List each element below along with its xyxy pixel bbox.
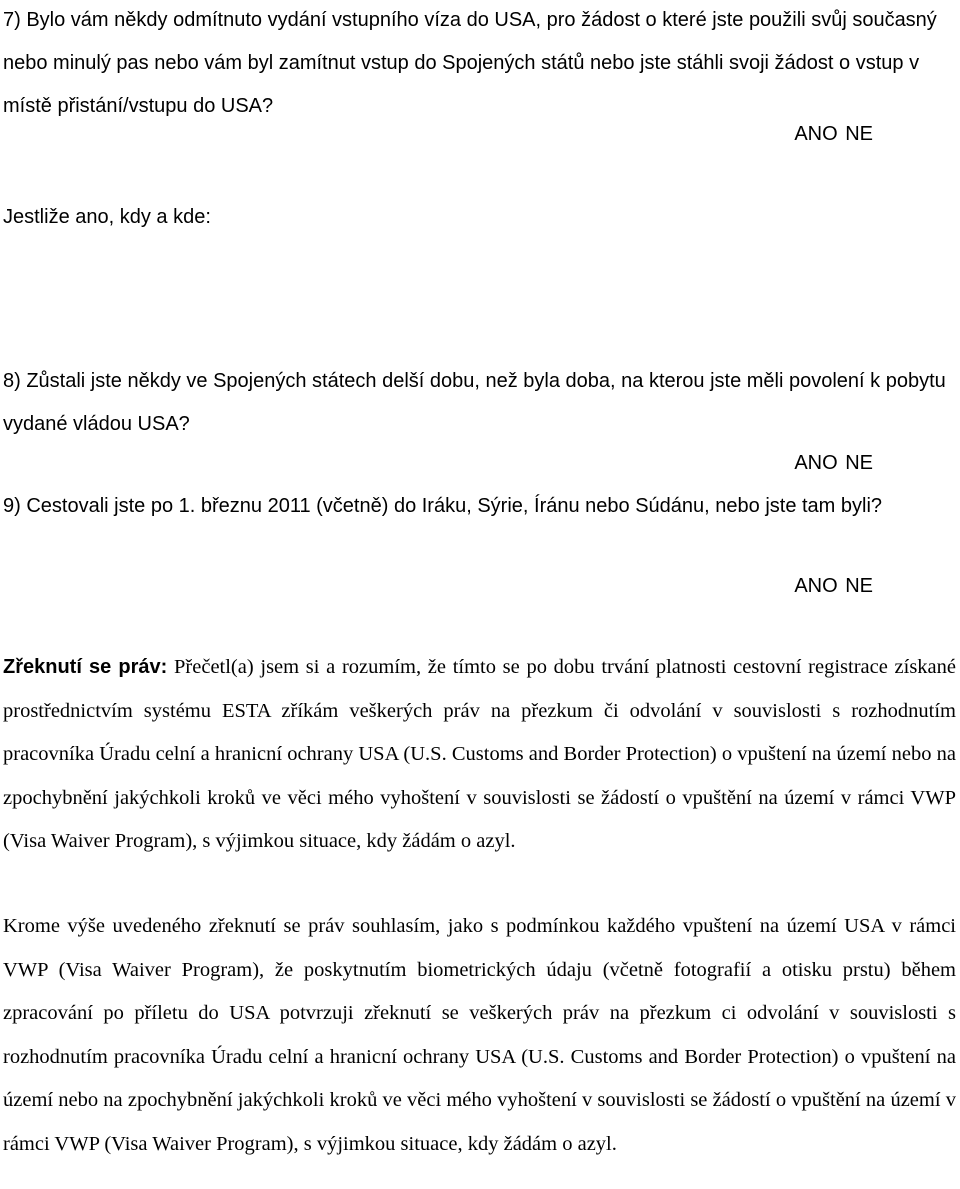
question-9-answer-options[interactable]: ANO NE	[794, 575, 873, 597]
question-7-followup: Jestliže ano, kdy a kde:	[3, 206, 211, 228]
question-7-answer-options[interactable]: ANO NE	[794, 123, 873, 145]
waiver-heading: Zřeknutí se práv:	[3, 656, 168, 678]
question-8-text: 8) Zůstali jste někdy ve Spojených státech delší dobu, než byla doba, na kterou jste měli povolení k pobytu vydané vládou USA?	[3, 370, 946, 435]
question-7-text: 7) Bylo vám někdy odmítnuto vydání vstupního víza do USA, pro žádost o které jste použili svůj současný nebo minulý pas nebo vám byl zamítnut vstup do Spojených států nebo jste stáhli svoji žádost o vstup v místě přistání/vstupu do USA?	[3, 9, 937, 117]
waiver-paragraph-1-text: Přečetl(a) jsem si a rozumím, že tímto se po dobu trvání platnosti cestovní registrace získané prostřednictvím systému ESTA zříkám veškerých práv na přezkum či odvolání v souvislosti s rozhodnutím pracovníka Úradu celní a hranicní ochrany USA (U.S. Customs and Border Protection) o vpuštení na území nebo na zpochybnění jakýchkoli kroků ve věci mého vyhoštení v souvislosti se žádostí o vpuštění na území v rámci VWP (Visa Waiver Program), s výjimkou situace, kdy žádám o azyl.	[3, 656, 957, 852]
waiver-paragraph-1	[3, 646, 956, 864]
question-8-answer-options[interactable]: ANO NE	[794, 452, 873, 474]
waiver-paragraph-2: Krome výše uvedeného zřeknutí se práv souhlasím, jako s podmínkou každého vpuštení na území USA v rámci VWP (Visa Waiver Program), že poskytnutím biometrických údaju (včetně fotografií a otisku prstu) během zpracování po příletu do USA potvrzuji zřeknutí se veškerých práv na přezkum ci odvolání v souvislosti s rozhodnutím pracovníka Úradu celní a hranicní ochrany USA (U.S. Customs and Border Protection) o vpuštení na území nebo na zpochybnění jakýchkoli kroků ve věci mého vyhoštení v souvislosti se žádostí o vpuštění na území v rámci VWP (Visa Waiver Program), s výjimkou situace, kdy žádám o azyl.	[3, 915, 956, 1155]
question-9-text: 9) Cestovali jste po 1. březnu 2011 (včetně) do Iráku, Sýrie, Íránu nebo Súdánu, nebo jste tam byli?	[3, 495, 883, 517]
